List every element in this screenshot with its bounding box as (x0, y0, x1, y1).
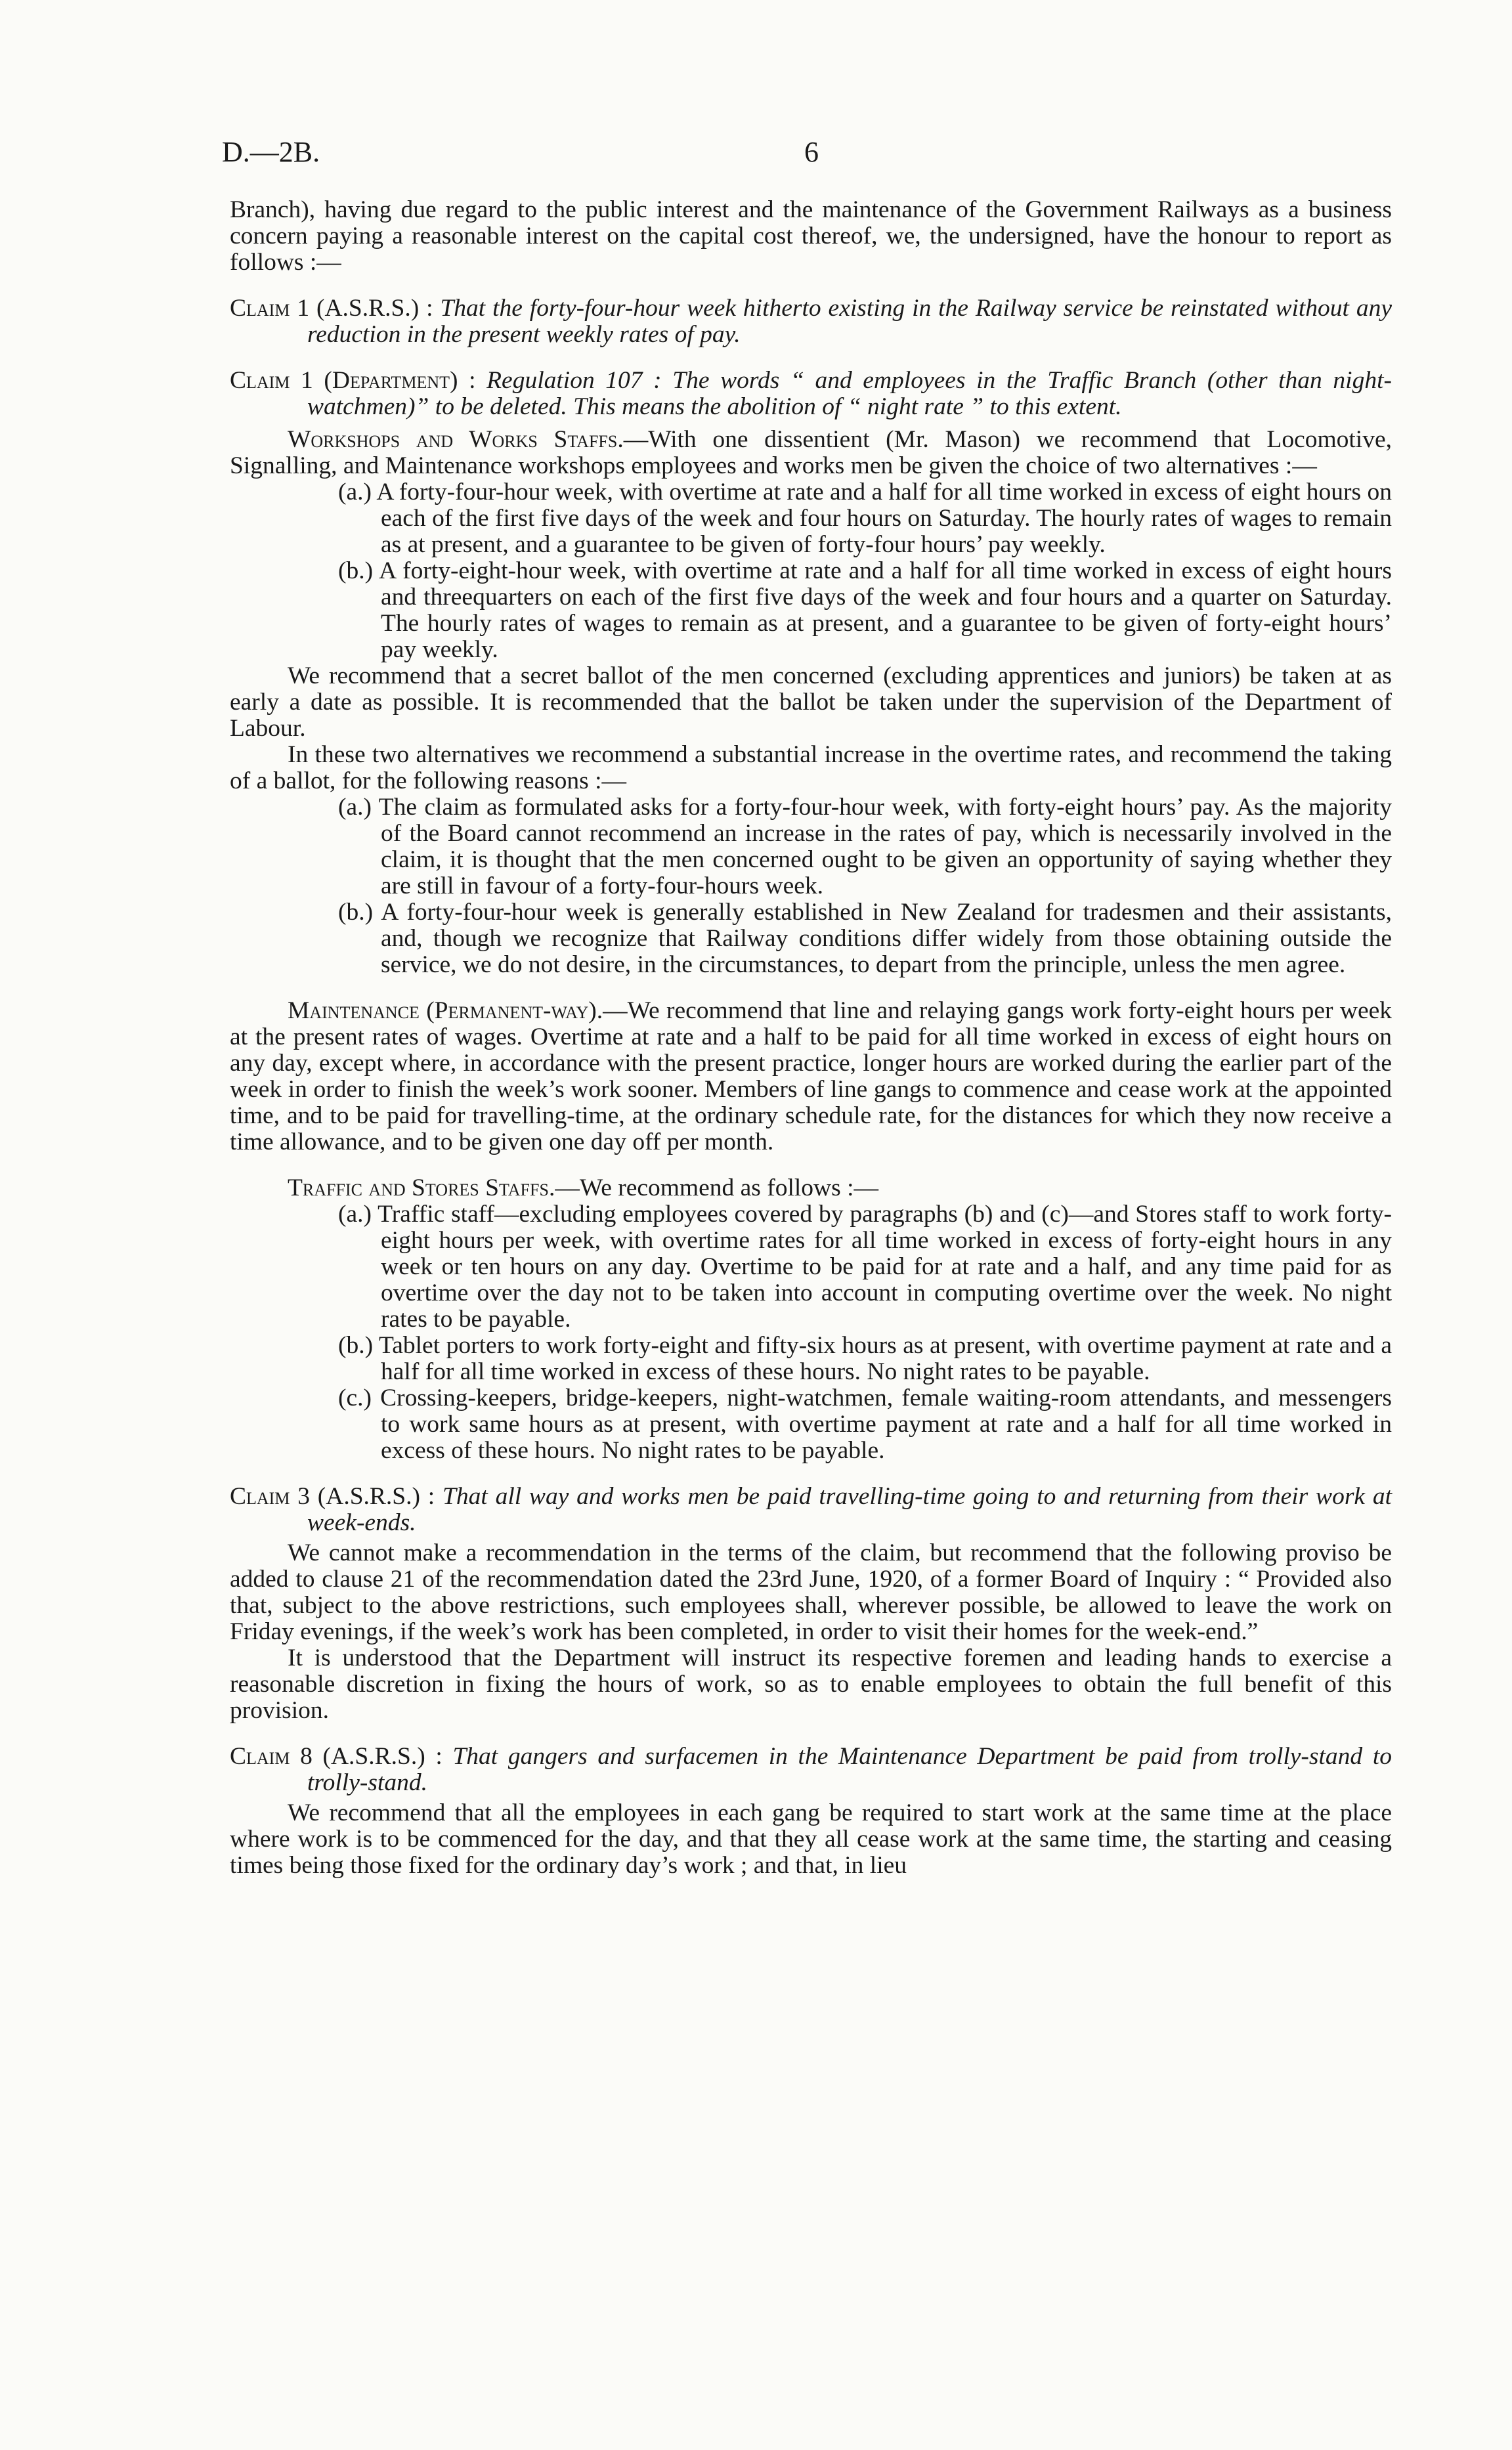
claim-1-asrs (230, 295, 1392, 348)
list-item: (b.) A forty-eight-hour week, with overtime at rate and a half for all time worked in excess of eight hours and threequarters on each of the first five days of the week and four hours and a quarter on Saturday. The hourly rates of wages to remain as at present, and a guarantee to be given of forty-eight hours’ pay weekly. (338, 557, 1392, 663)
list-item: (a.) Traffic staff—excluding employees covered by paragraphs (b) and (c)—and Stores staff to work forty-eight hours per week, with overtime rates for all time worked in excess of forty-eight hours in any week or ten hours on any day. Overtime to be paid for at rate and a half, and any time paid for as overtime over the day not to be taken into account in computing overtime over the week. No night rates to be payable. (338, 1201, 1392, 1333)
claim-text: That all way and works men be paid travelling-time going to and returning from their work at week-ends. (307, 1483, 1392, 1536)
section-heading: Traffic and Stores Staffs. (288, 1174, 555, 1201)
list-item: (a.) The claim as formulated asks for a forty-four-hour week, with forty-eight hours’ pay. As the majority of the Board cannot recommend an increase in the rates of pay, which is necessarily involved in the claim, it is thought that the men concerned ought to be given an opportunity of saying whether they are still in favour of a forty-four-hours week. (338, 794, 1393, 899)
section-text: —We recommend that line and relaying gangs work forty-eight hours per week at the present rates of wages. Overtime at rate and a half to be paid for all time worked in excess of eight hours on any day, except where, in accordance with the present practice, longer hours are worked during the earlier part of the week in order to finish the week’s work sooner. Members of line gangs to commence and cease work at the appointed time, and to be paid for travelling-time, at the ordinary schedule rate, for the distances for which they now receive a time allowance, and to be given one day off per month. (230, 997, 1392, 1155)
claim-label: Claim 1 (A.S.R.S.) : (230, 295, 433, 322)
intro-paragraph: Branch), having due regard to the public interest and the maintenance of the Government Railways as a business concern paying a reasonable interest on the capital cost thereof, we, the undersigned, have the honour to report as follows :— (230, 196, 1392, 276)
section-heading: Workshops and Works Staffs. (288, 426, 624, 453)
section-lead: —With one dissentient (Mr. Mason) we recommend that Locomotive, Signalling, and Maintenance workshops employees and works men be given the choice of two alternatives :— (230, 426, 1392, 479)
list-item: (b.) Tablet porters to work forty-eight and fifty-six hours as at present, with overtime payment at rate and a half for all time worked in excess of these hours. No night rates to be payable. (338, 1332, 1392, 1385)
document-code: D.—2B. (222, 136, 320, 168)
claim-3-paragraph: We cannot make a recommendation in the terms of the claim, but recommend that the following proviso be added to clause 21 of the recommendation dated the 23rd June, 1920, of a former Board of Inquiry : “ Provided also that, subject to the above restrictions, such employees shall, wherever possible, be allowed to leave the work on Friday evenings, if the week’s work has been completed, in order to visit their homes for the week-end.” (230, 1539, 1392, 1645)
section-heading: Maintenance (Permanent-way). (288, 997, 603, 1024)
claim-label: Claim 1 (Department) : (230, 367, 476, 394)
workshops-paragraph (230, 427, 1392, 479)
list-item: (c.) Crossing-keepers, bridge-keepers, night-watchmen, female waiting-room attendants, and messengers to work same hours as at present, with overtime payment at rate and a half for all time worked in excess of these hours. No night rates to be payable. (338, 1385, 1392, 1464)
section-lead: —We recommend as follows :— (555, 1174, 879, 1201)
claim-text: That the forty-four-hour week hitherto existing in the Railway service be reinstated without any reduction in the present weekly rates of pay. (307, 295, 1392, 348)
maintenance-paragraph (230, 998, 1392, 1155)
reasons-paragraph: In these two alternatives we recommend a substantial increase in the overtime rates, and recommend the taking of a ballot, for the following reasons :— (230, 741, 1392, 794)
page-number: 6 (804, 136, 819, 168)
report-body (230, 197, 1392, 1879)
claim-3-paragraph: It is understood that the Department will instruct its respective foremen and leading hands to exercise a reasonable discretion in fixing the hours of work, so as to enable employees to obtain the full benefit of this provision. (230, 1644, 1392, 1724)
claim-3-asrs (230, 1484, 1392, 1536)
claim-label: Claim 8 (A.S.R.S.) : (230, 1743, 443, 1770)
claim-text: Regulation 107 : The words “ and employees in the Traffic Branch (other than night-watchmen)” to be deleted. This means the abolition of “ night rate ” to this extent. (307, 367, 1392, 420)
traffic-paragraph (230, 1175, 1392, 1201)
claim-8-asrs (230, 1744, 1392, 1796)
claim-8-paragraph: We recommend that all the employees in each gang be required to start work at the same time at the place where work is to be commenced for the day, and that they all cease work at the same time, the starting and ceasing times being those fixed for the ordinary day’s work ; and that, in lieu (230, 1799, 1392, 1879)
claim-label: Claim 3 (A.S.R.S.) : (230, 1483, 435, 1510)
claim-text: That gangers and surfacemen in the Maintenance Department be paid from trolly-stand to trolly-stand. (307, 1743, 1392, 1796)
claim-1-department (230, 368, 1392, 420)
ballot-paragraph: We recommend that a secret ballot of the men concerned (excluding apprentices and juniors) be taken at as early a date as possible. It is recommended that the ballot be taken under the supervision of the Department of Labour. (230, 662, 1392, 742)
list-item: (b.) A forty-four-hour week is generally established in New Zealand for tradesmen and their assistants, and, though we recognize that Railway conditions differ widely from those obtaining outside the service, we do not desire, in the circumstances, to depart from the principle, unless the men agree. (338, 899, 1392, 978)
list-item: (a.) A forty-four-hour week, with overtime at rate and a half for all time worked in excess of eight hours on each of the first five days of the week and four hours on Saturday. The hourly rates of wages to remain as at present, and a guarantee to be given of forty-four hours’ pay weekly. (338, 479, 1392, 558)
